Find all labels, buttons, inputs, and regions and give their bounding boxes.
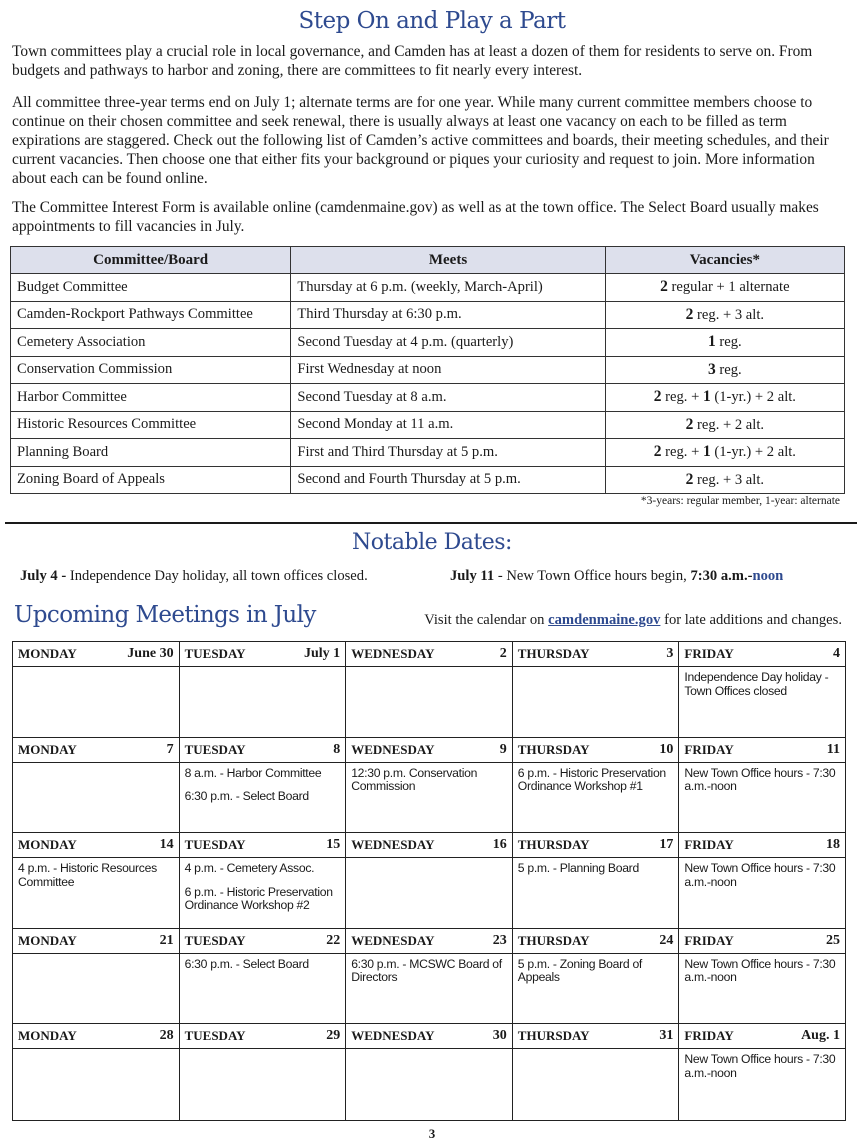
calendar-event: 4 p.m. - Historic Resources Committee xyxy=(18,861,157,889)
day-header xyxy=(513,929,679,954)
date-number: 31 xyxy=(659,1028,674,1044)
day-events xyxy=(13,763,179,767)
calendar-day-cell xyxy=(13,738,180,833)
calendar-day-cell xyxy=(513,929,680,1024)
day-header xyxy=(346,642,512,667)
table-row xyxy=(11,411,845,439)
calendar-event: 6 p.m. - Historic Preservation Ordinance Workshop #1 xyxy=(517,765,666,794)
day-events xyxy=(13,1049,179,1053)
day-events xyxy=(346,858,512,862)
weekday-label: FRIDAY xyxy=(684,1028,734,1044)
date-number: 8 xyxy=(333,741,341,757)
vacancies-cell: 2 reg. + 3 alt. xyxy=(605,466,844,494)
weekday-label: TUESDAY xyxy=(184,837,246,853)
weekday-label: FRIDAY xyxy=(684,932,734,948)
calendar-day-cell xyxy=(513,1024,680,1120)
calendar-day-cell xyxy=(180,833,347,928)
header-meets: Meets xyxy=(291,247,605,274)
day-events xyxy=(513,763,679,794)
day-header xyxy=(679,1024,845,1049)
weekday-label: THURSDAY xyxy=(517,741,590,757)
day-header xyxy=(180,833,346,858)
meeting-schedule: Second Monday at 11 a.m. xyxy=(291,411,605,439)
date-number: July 1 xyxy=(304,646,341,661)
day-events xyxy=(346,1049,512,1053)
terms-paragraph: All committee three-year terms end on July 1; alternate terms are for one year. While many current committee members choose to continue on their chosen committee and seek renewal, there is usually always at least one vacancy on each to be filled as term expirations are staggered. Check out the following list of Camden’s active committees and boards, their meeting schedules, and their current vacancies. Then choose one that either fits your background or piques your curiosity and request to join. More information about each can be found online. xyxy=(12,94,829,187)
calendar-event: New Town Office hours - 7:30 a.m.-noon xyxy=(684,765,836,794)
july-calendar xyxy=(12,641,846,1121)
day-events xyxy=(679,667,845,698)
calendar-week-row xyxy=(13,642,845,738)
day-events xyxy=(13,667,179,671)
intro-paragraph: Town committees play a crucial role in local governance, and Camden has at least a dozen of them for residents to serve on. From budgets and pathways to harbor and zoning, there are committees to fit nearly every interest. xyxy=(12,43,813,79)
day-header xyxy=(13,1024,179,1049)
date-number: 7 xyxy=(166,741,174,757)
calendar-day-cell xyxy=(513,642,680,737)
calendar-day-cell xyxy=(180,1024,347,1120)
day-header xyxy=(13,738,179,763)
vacancies-footnote: *3-years: regular member, 1-year: alternate xyxy=(640,495,840,507)
calendar-day-cell xyxy=(346,1024,513,1120)
calendar-day-cell xyxy=(679,833,845,928)
calendar-event: 6:30 p.m. - Select Board xyxy=(184,789,309,804)
committee-name: Historic Resources Committee xyxy=(11,411,291,439)
meeting-schedule: Thursday at 6 p.m. (weekly, March-April) xyxy=(291,274,605,302)
weekday-label: THURSDAY xyxy=(517,837,590,853)
date-number: 18 xyxy=(825,837,840,853)
calendar-day-cell xyxy=(346,929,513,1024)
date-number: Aug. 1 xyxy=(801,1028,840,1044)
vacancies-cell: 2 reg. + 1 (1-yr.) + 2 alt. xyxy=(605,439,844,467)
vacancies-cell: 2 reg. + 1 (1-yr.) + 2 alt. xyxy=(605,384,844,412)
committee-name: Planning Board xyxy=(11,439,291,467)
calendar-day-cell xyxy=(13,642,180,737)
day-events xyxy=(513,667,679,671)
day-events xyxy=(679,1049,845,1080)
day-header xyxy=(513,1024,679,1049)
table-row xyxy=(11,274,845,302)
date-number: 2 xyxy=(499,646,507,661)
day-events xyxy=(13,954,179,958)
day-events xyxy=(513,954,679,985)
meeting-schedule: Second Tuesday at 4 p.m. (quarterly) xyxy=(291,329,605,357)
calendar-day-cell xyxy=(180,642,347,737)
weekday-label: THURSDAY xyxy=(517,1028,590,1044)
day-header xyxy=(13,929,179,954)
calendar-day-cell xyxy=(180,929,347,1024)
day-header xyxy=(346,929,512,954)
day-header xyxy=(679,642,845,667)
committee-name: Zoning Board of Appeals xyxy=(11,466,291,494)
day-events xyxy=(346,763,512,794)
upcoming-meetings-title: Upcoming Meetings in July xyxy=(14,602,316,628)
day-header xyxy=(180,1024,346,1049)
calendar-event: 4 p.m. - Cemetery Assoc. xyxy=(184,861,315,876)
vacancies-cell: 3 reg. xyxy=(605,356,844,384)
day-events xyxy=(180,954,346,972)
calendar-event: New Town Office hours - 7:30 a.m.-noon xyxy=(684,861,836,889)
date-number: 10 xyxy=(659,741,674,757)
camdenmaine-link[interactable]: camdenmaine.gov xyxy=(548,612,661,628)
calendar-day-cell xyxy=(13,1024,180,1120)
weekday-label: WEDNESDAY xyxy=(351,932,435,948)
date-number: 15 xyxy=(326,837,341,853)
header-committee: Committee/Board xyxy=(11,247,291,274)
calendar-event: 5 p.m. - Zoning Board of Appeals xyxy=(517,956,643,985)
vacancies-cell: 2 reg. + 2 alt. xyxy=(605,411,844,439)
calendar-event: New Town Office hours - 7:30 a.m.-noon xyxy=(684,1052,836,1080)
table-header-row xyxy=(11,247,845,274)
committee-name: Camden-Rockport Pathways Committee xyxy=(11,301,291,329)
committee-name: Budget Committee xyxy=(11,274,291,302)
weekday-label: WEDNESDAY xyxy=(351,837,435,853)
date-number: June 30 xyxy=(127,646,174,661)
day-events xyxy=(513,1049,679,1053)
weekday-label: THURSDAY xyxy=(517,932,590,948)
table-row xyxy=(11,329,845,357)
table-row xyxy=(11,384,845,412)
calendar-week-row xyxy=(13,929,845,1025)
weekday-label: THURSDAY xyxy=(517,646,590,661)
day-header xyxy=(513,642,679,667)
day-header xyxy=(513,833,679,858)
day-events xyxy=(346,667,512,671)
weekday-label: WEDNESDAY xyxy=(351,646,435,661)
page-title: Step On and Play a Part xyxy=(298,8,566,34)
calendar-day-cell xyxy=(679,642,845,737)
day-events xyxy=(513,858,679,876)
vacancies-cell: 2 reg. + 3 alt. xyxy=(605,301,844,329)
day-header xyxy=(13,833,179,858)
notable-date-july-4: July 4 - Independence Day holiday, all town offices closed. xyxy=(20,568,368,584)
committee-name: Harbor Committee xyxy=(11,384,291,412)
date-number: 14 xyxy=(159,837,174,853)
calendar-day-cell xyxy=(13,929,180,1024)
committee-name: Cemetery Association xyxy=(11,329,291,357)
weekday-label: FRIDAY xyxy=(684,837,734,853)
meeting-schedule: Second Tuesday at 8 a.m. xyxy=(291,384,605,412)
date-number: 25 xyxy=(825,932,840,948)
table-row xyxy=(11,439,845,467)
meeting-schedule: Third Thursday at 6:30 p.m. xyxy=(291,301,605,329)
calendar-event: 6 p.m. - Historic Preservation Ordinance Workshop #2 xyxy=(184,884,333,913)
date-number: 21 xyxy=(159,932,174,948)
calendar-week-row xyxy=(13,1024,845,1120)
date-number: 9 xyxy=(499,741,507,757)
date-number: 30 xyxy=(492,1028,507,1044)
calendar-day-cell xyxy=(13,833,180,928)
calendar-event: 6:30 p.m. - Select Board xyxy=(184,956,309,971)
weekday-label: MONDAY xyxy=(18,646,77,661)
weekday-label: MONDAY xyxy=(18,932,77,948)
day-header xyxy=(679,833,845,858)
calendar-day-cell xyxy=(346,738,513,833)
weekday-label: TUESDAY xyxy=(184,932,246,948)
day-events xyxy=(13,858,179,889)
day-events xyxy=(346,954,512,985)
date-number: 29 xyxy=(326,1028,341,1044)
weekday-label: MONDAY xyxy=(18,1028,77,1044)
weekday-label: TUESDAY xyxy=(184,741,246,757)
date-number: 11 xyxy=(826,741,840,757)
calendar-event: New Town Office hours - 7:30 a.m.-noon xyxy=(684,956,836,985)
notable-date-july-11: July 11 - New Town Office hours begin, 7:30 a.m.-noon xyxy=(450,568,784,584)
vacancies-cell: 2 regular + 1 alternate xyxy=(605,274,844,302)
date-number: 16 xyxy=(492,837,507,853)
calendar-day-cell xyxy=(513,833,680,928)
calendar-day-cell xyxy=(679,1024,845,1120)
date-number: 28 xyxy=(159,1028,174,1044)
day-events xyxy=(180,1049,346,1053)
calendar-event: 12:30 p.m. Conservation Commission xyxy=(351,765,478,794)
calendar-event: Independence Day holiday - Town Offices closed xyxy=(684,670,829,698)
date-number: 3 xyxy=(666,646,674,661)
day-header xyxy=(346,738,512,763)
date-number: 24 xyxy=(659,932,674,948)
day-header xyxy=(346,833,512,858)
table-row xyxy=(11,356,845,384)
date-number: 23 xyxy=(492,932,507,948)
day-events xyxy=(180,763,346,804)
table-row xyxy=(11,301,845,329)
committees-table xyxy=(10,246,845,494)
day-header xyxy=(180,929,346,954)
day-events xyxy=(679,954,845,985)
calendar-day-cell xyxy=(679,929,845,1024)
section-divider xyxy=(5,522,857,524)
day-header xyxy=(346,1024,512,1049)
calendar-day-cell xyxy=(180,738,347,833)
day-header xyxy=(180,738,346,763)
weekday-label: MONDAY xyxy=(18,741,77,757)
notable-dates-title: Notable Dates: xyxy=(352,530,512,555)
page-number: 3 xyxy=(428,1126,436,1141)
weekday-label: MONDAY xyxy=(18,837,77,853)
weekday-label: TUESDAY xyxy=(184,646,246,661)
day-events xyxy=(679,763,845,794)
calendar-day-cell xyxy=(346,833,513,928)
date-number: 17 xyxy=(659,837,674,853)
header-vacancies: Vacancies* xyxy=(605,247,844,274)
day-events xyxy=(679,858,845,889)
day-header xyxy=(13,642,179,667)
meeting-schedule: First and Third Thursday at 5 p.m. xyxy=(291,439,605,467)
calendar-day-cell xyxy=(679,738,845,833)
day-header xyxy=(513,738,679,763)
calendar-week-row xyxy=(13,738,845,834)
weekday-label: WEDNESDAY xyxy=(351,741,435,757)
day-header xyxy=(679,738,845,763)
calendar-event: 5 p.m. - Planning Board xyxy=(517,861,639,876)
day-header xyxy=(679,929,845,954)
calendar-day-cell xyxy=(346,642,513,737)
weekday-label: WEDNESDAY xyxy=(351,1028,435,1044)
meeting-schedule: Second and Fourth Thursday at 5 p.m. xyxy=(291,466,605,494)
date-number: 4 xyxy=(832,646,840,661)
calendar-note: Visit the calendar on camdenmaine.gov for late additions and changes. xyxy=(424,612,842,628)
day-events xyxy=(180,858,346,913)
day-events xyxy=(180,667,346,671)
weekday-label: TUESDAY xyxy=(184,1028,246,1044)
day-header xyxy=(180,642,346,667)
weekday-label: FRIDAY xyxy=(684,646,734,661)
committee-name: Conservation Commission xyxy=(11,356,291,384)
table-row xyxy=(11,466,845,494)
calendar-day-cell xyxy=(513,738,680,833)
form-paragraph: The Committee Interest Form is available online (camdenmaine.gov) as well as at the town office. The Select Board usually makes appointments to fill vacancies in July. xyxy=(12,199,819,235)
meeting-schedule: First Wednesday at noon xyxy=(291,356,605,384)
weekday-label: FRIDAY xyxy=(684,741,734,757)
date-number: 22 xyxy=(326,932,341,948)
calendar-week-row xyxy=(13,833,845,929)
vacancies-cell: 1 reg. xyxy=(605,329,844,357)
calendar-event: 6:30 p.m. - MCSWC Board of Directors xyxy=(351,956,502,985)
calendar-event: 8 a.m. - Harbor Committee xyxy=(184,765,322,780)
